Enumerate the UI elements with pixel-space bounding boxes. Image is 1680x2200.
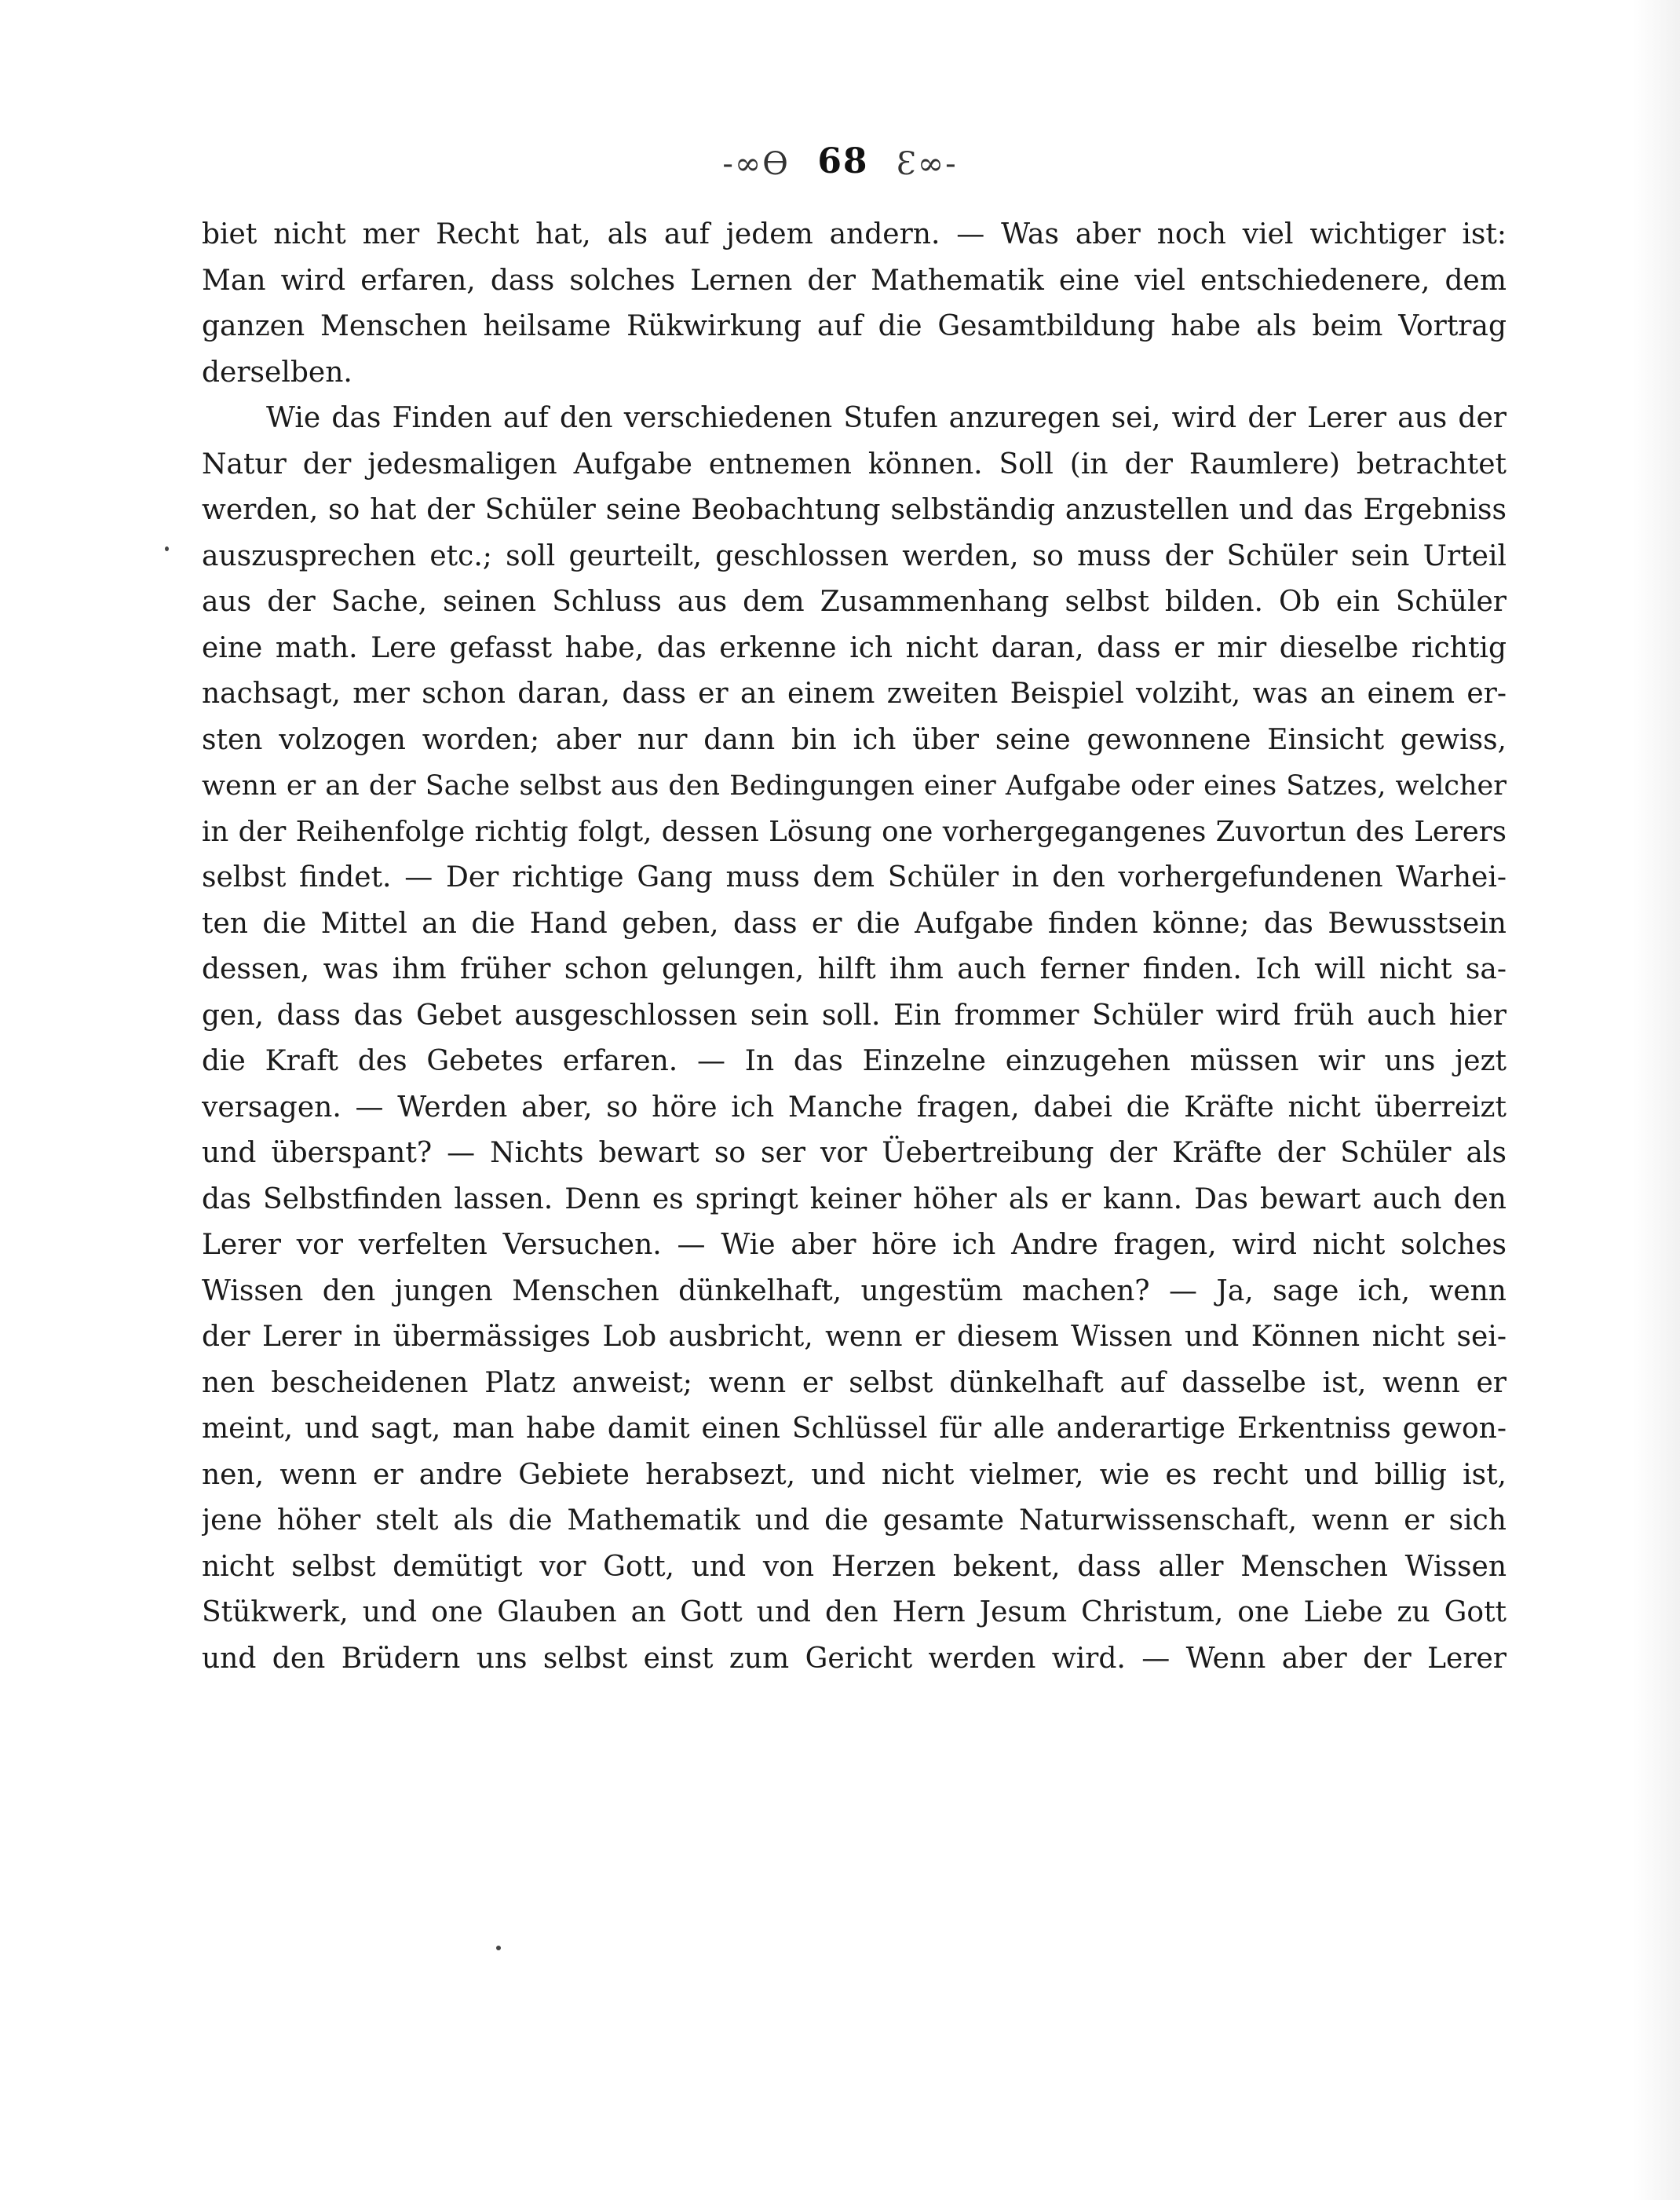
text-line: dessen, was ihm früher schon gelungen, hilft ihm auch ferner finden. Ich will nicht sa- [202,953,1507,985]
scan-speck [165,546,169,551]
text-line: versagen. — Werden aber, so höre ich Manche fragen, dabei die Kräfte nicht überreizt [202,1091,1507,1124]
text-line: Natur der jedesmaligen Aufgabe entnemen können. Soll (in der Raumlere) betrachtet [202,448,1507,481]
text-line: biet nicht mer Recht hat, als auf jedem andern. — Was aber noch viel wichtiger ist: [202,218,1507,250]
text-line: in der Reihenfolge richtig folgt, dessen Lösung one vorhergegangenes Zuvortun des Lerers [202,815,1507,848]
page-header [0,141,1680,182]
text-line: nen bescheidenen Platz anweist; wenn er selbst dünkelhaft auf dasselbe ist, wenn er [202,1366,1507,1399]
page-number: 68 [817,141,869,181]
text-line: nen, wenn er andre Gebiete herabsezt, und nicht vielmer, wie es recht und billig ist, [202,1458,1507,1491]
text-line: die Kraft des Gebetes erfaren. — In das Einzelne einzugehen müssen wir uns jezt [202,1045,1507,1077]
page-edge-shadow [1633,0,1680,2200]
text-line: meint, und sagt, man habe damit einen Schlüssel für alle anderartige Erkentniss gewon- [202,1412,1507,1445]
text-line: sten volzogen worden; aber nur dann bin ich über seine gewonnene Einsicht gewiss, [202,723,1507,756]
text-line: das Selbstfinden lassen. Denn es springt keiner höher als er kann. Das bewart auch den [202,1182,1507,1215]
ornament-left-icon: -∞Ѳ [722,145,790,182]
text-line: werden, so hat der Schüler seine Beobachtung selbständig anzustellen und das Ergebniss [202,494,1507,526]
text-line: auszusprechen etc.; soll geurteilt, geschlossen werden, so muss der Schüler sein Urteil [202,539,1507,572]
text-line: ganzen Menschen heilsame Rükwirkung auf die Gesamtbildung habe als beim Vortrag [202,310,1507,342]
text-line: eine math. Lere gefasst habe, das erkenne ich nicht daran, dass er mir dieselbe richtig [202,631,1507,664]
text-line: wenn er an der Sache selbst aus den Bedingungen einer Aufgabe oder eines Satzes, welcher [202,770,1507,802]
text-line: Man wird erfaren, dass solches Lernen der Mathematik eine viel entschiedenere, dem [202,264,1507,297]
text-line: Wissen den jungen Menschen dünkelhaft, ungestüm machen? — Ja, sage ich, wenn [202,1274,1507,1307]
text-line: Lerer vor verfelten Versuchen. — Wie aber höre ich Andre fragen, wird nicht solches [202,1229,1507,1261]
text-line: und überspant? — Nichts bewart so ser vor Üebertreibung der Kräfte der Schüler als [202,1137,1507,1169]
text-line: ten die Mittel an die Hand geben, dass er die Aufgabe finden könne; das Bewusstsein [202,907,1507,940]
text-line: selbst findet. — Der richtige Gang muss dem Schüler in den vorhergefundenen Warhei- [202,861,1507,894]
ornament-right-icon: Ɛ∞- [896,145,958,182]
text-line: nachsagt, mer schon daran, dass er an einem zweiten Beispiel volziht, was an einem er- [202,678,1507,710]
paragraph-start-line: Wie das Finden auf den verschiedenen Stufen anzuregen sei, wird der Lerer aus der [266,402,1507,434]
text-line: jene höher stelt als die Mathematik und die gesamte Naturwissenschaft, wenn er sich [202,1504,1507,1537]
text-line: gen, dass das Gebet ausgeschlossen sein soll. Ein frommer Schüler wird früh auch hier [202,999,1507,1032]
text-line: und den Brüdern uns selbst einst zum Gericht werden wird. — Wenn aber der Lerer [202,1642,1507,1675]
text-line: derselben. [202,356,352,389]
text-line: aus der Sache, seinen Schluss aus dem Zusammenhang selbst bilden. Ob ein Schüler [202,586,1507,618]
scan-speck [496,1946,501,1950]
text-line: der Lerer in übermässiges Lob ausbricht, wenn er diesem Wissen und Können nicht sei- [202,1321,1507,1353]
body-text [202,212,1507,1682]
text-line: nicht selbst demütigt vor Gott, und von Herzen bekent, dass aller Menschen Wissen [202,1550,1507,1583]
text-line: Stükwerk, und one Glauben an Gott und den Hern Jesum Christum, one Liebe zu Gott [202,1596,1507,1628]
